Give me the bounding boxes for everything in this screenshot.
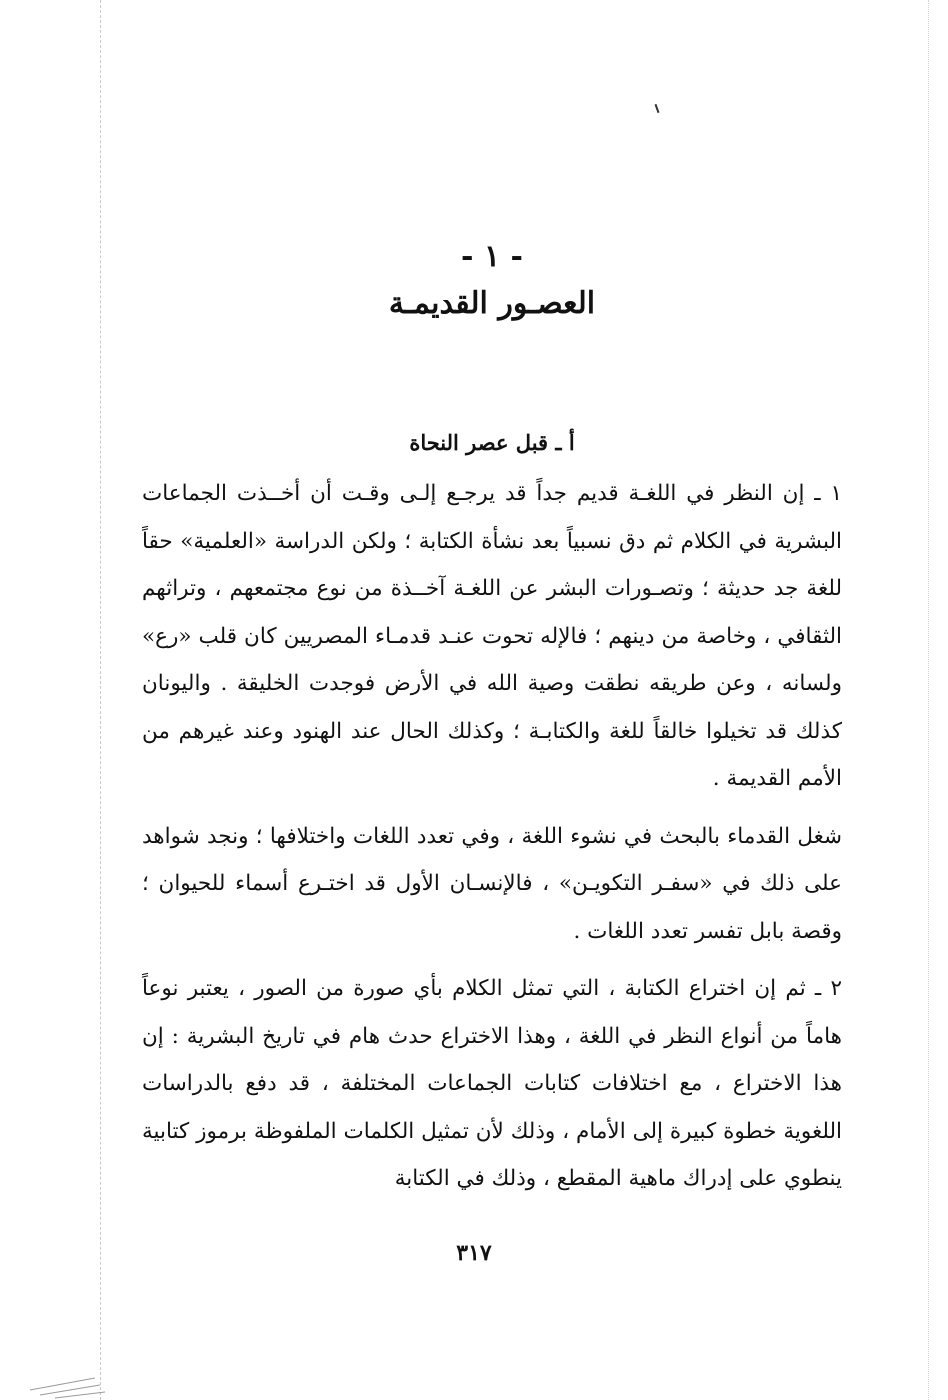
scan-edge-right <box>928 0 930 1400</box>
scan-corner-mark <box>0 1350 110 1400</box>
paragraph-1: ١ ـ إن النظر في اللغـة قديم جداً قد يرجـع إلـى وقـت أن أخــذت الجماعات البشرية في الكلام ثم دق نسبياً بعد نشأة الكتابة ؛ ولكن الدراسة «العلمية» حقاً للغة جد حديثة ؛ وتصـورات البشر عن اللغـة آخــذة من نوع مجتمعهم ، وتراثهم الثقافي ، وخاصة من دينهم ؛ فالإله تحوت عنـد قدمـاء المصريين كان قلب «رع» ولسانه ، وعن طريقه نطقت وصية الله في الأرض فوجدت الخليقة . واليونان كذلك قد تخيلوا خالقاً للغة والكتابـة ؛ وكذلك الحال عند الهنود وعند غيرهم من الأمم القديمة . <box>142 481 842 791</box>
paragraph-3: ٢ ـ ثم إن اختراع الكتابة ، التي تمثل الكلام بأي صورة من الصور ، يعتبر نوعاً هاماً من أنواع النظر في اللغة ، وهذا الاختراع حدث هام في تاريخ البشرية : إن هذا الاختراع ، مع اختلافات كتابات الجماعات المختلفة ، قد دفع بالدراسات اللغوية خطوة كبيرة إلى الأمام ، وذلك لأن تمثيل الكلمات الملفوظة برموز كتابية ينطوي على إدراك ماهية المقطع ، وذلك في الكتابة <box>142 976 842 1191</box>
section-heading: أ ـ قبل عصر النحاة <box>409 430 575 455</box>
scan-edge-left <box>100 0 102 1400</box>
document-page <box>142 240 842 1203</box>
paragraph-2: شغل القدماء بالبحث في نشوء اللغة ، وفي تعدد اللغات واختلافها ؛ ونجد شواهد على ذلك في «سفـر التكويـن» ، فالإنسـان الأول قد اختـرع أسماء للحيوان ؛ وقصة بابل تفسر تعدد اللغات . <box>142 823 842 944</box>
chapter-title: العصـور القديمـة <box>388 286 596 321</box>
page-number: ٣١٧ <box>456 1240 492 1266</box>
chapter-number: - ١ - <box>461 239 523 274</box>
scan-speck <box>655 104 660 113</box>
